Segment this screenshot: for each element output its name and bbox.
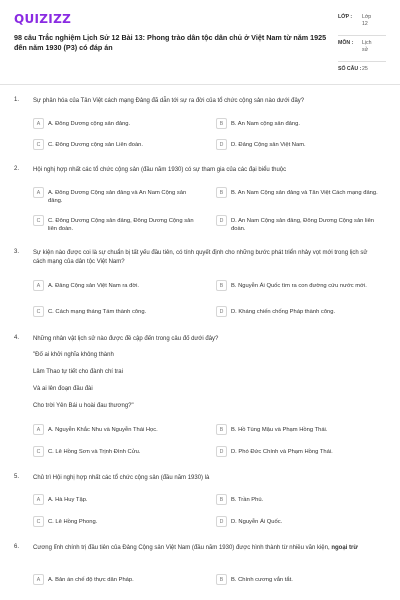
option-text: B. Trần Phú.: [231, 496, 264, 503]
poem-line-4: Cho trời Yên Bái u hoài đau thương?": [33, 403, 134, 409]
header-divider: [0, 84, 400, 85]
option-text: C. Cách mạng tháng Tám thành công.: [48, 308, 147, 315]
option-a[interactable]: [33, 280, 197, 291]
option-text: D. Kháng chiến chống Pháp thành công.: [231, 308, 336, 315]
option-b[interactable]: [216, 424, 380, 435]
option-letter: D: [216, 516, 227, 527]
option-c[interactable]: [33, 215, 197, 233]
option-b[interactable]: [216, 280, 380, 291]
option-d[interactable]: [216, 446, 380, 457]
option-letter: B: [216, 424, 227, 435]
meta-lop-value: [362, 14, 371, 29]
question-text-main: Cương lĩnh chính trị đầu tiên của Đảng Cộng sản Việt Nam (đầu năm 1930) được hình thành từ nhiều văn kiện,: [33, 545, 330, 551]
option-letter: C: [33, 516, 44, 527]
question-text: Hội nghị hợp nhất các tổ chức cộng sản (đầu năm 1930) có sự tham gia của các đại biểu thuộc: [33, 167, 287, 173]
question-number: 6.: [14, 544, 20, 550]
meta-mon-value-line-2: sử: [362, 47, 369, 54]
question-number: 1.: [14, 97, 20, 103]
option-text: C. Đông Dương Cộng sản đảng, Đông Dương Cộng sản liên đoàn.: [48, 217, 194, 232]
meta-divider: [338, 61, 386, 62]
option-d[interactable]: [216, 139, 380, 150]
option-letter: C: [33, 306, 44, 317]
option-c[interactable]: [33, 306, 197, 317]
meta-socau: [338, 66, 386, 73]
meta-lop-label: LỚP :: [338, 14, 353, 20]
option-text: B. An Nam cộng sản đảng.: [231, 120, 300, 127]
option-text: B. Nguyễn Ái Quốc tìm ra con đường cứu nước mới.: [231, 282, 367, 289]
option-letter: A: [33, 187, 44, 198]
meta-socau-label: SỐ CÂU :: [338, 66, 362, 72]
option-a[interactable]: [33, 424, 197, 435]
option-letter: B: [216, 574, 227, 585]
meta-mon-value-line-1: Lịch: [362, 40, 372, 46]
option-d[interactable]: [216, 215, 380, 233]
question-number: 2.: [14, 166, 20, 172]
option-letter: A: [33, 574, 44, 585]
option-letter: A: [33, 424, 44, 435]
option-letter: C: [33, 139, 44, 150]
option-text: D. Nguyễn Ái Quốc.: [231, 518, 283, 525]
option-b[interactable]: [216, 494, 380, 505]
question-number: 5.: [14, 474, 20, 480]
option-letter: D: [216, 139, 227, 150]
poem-line-1: "Đố ai khởi nghĩa không thành: [33, 352, 114, 358]
document-title: 98 câu Trắc nghiệm Lịch Sử 12 Bài 13: Phong trào dân tộc dân chủ ở Việt Nam từ năm 1925 đến năm 1930 (P3) có đáp án: [14, 33, 327, 52]
option-d[interactable]: [216, 516, 380, 527]
option-b[interactable]: [216, 118, 380, 129]
option-text: A. Đảng Cộng sản Việt Nam ra đời.: [48, 282, 140, 289]
question-number: 3.: [14, 249, 20, 255]
option-text: A. Đông Dương Cộng sản đảng và An Nam Cộng sản đảng.: [48, 189, 187, 204]
meta-divider: [338, 35, 386, 36]
option-letter: D: [216, 215, 227, 226]
question-number: 4.: [14, 335, 20, 341]
option-a[interactable]: [33, 494, 197, 505]
question-text: Sự kiện nào được coi là sự chuẩn bị tất yếu đầu tiên, có tính quyết định cho những bước phát triển nhảy vọt mới trong lịch sử cách mạng của dân tộc Việt Nam?: [33, 250, 368, 266]
option-a[interactable]: [33, 574, 197, 585]
option-letter: C: [33, 446, 44, 457]
option-text: D. Phó Đức Chính và Phạm Hồng Thái.: [231, 448, 333, 455]
option-d[interactable]: [216, 306, 380, 317]
option-letter: A: [33, 118, 44, 129]
meta-lop-value-line-2: 12: [362, 21, 368, 28]
option-c[interactable]: [33, 139, 197, 150]
meta-socau-value: 25: [362, 66, 368, 72]
question-text-emphasis: ngoại trừ: [331, 545, 358, 551]
meta-mon-value: [362, 40, 372, 55]
option-text: D. An Nam Cộng sản đảng, Đông Dương Cộng sản liên đoàn.: [231, 217, 375, 232]
option-letter: B: [216, 280, 227, 291]
option-c[interactable]: [33, 516, 197, 527]
option-text: B. Chính cương vắn tắt.: [231, 576, 293, 583]
poem-line-3: Và ai lên đoạn đầu đài: [33, 386, 93, 392]
option-text: A. Hà Huy Tập.: [48, 496, 88, 503]
quizizz-logo: QUIZIZZ: [14, 12, 72, 26]
meta-lop: [338, 14, 386, 29]
option-letter: B: [216, 118, 227, 129]
question-text: Chủ trì Hội nghị hợp nhất các tổ chức cộng sản (đầu năm 1930) là: [33, 475, 210, 481]
question-text: Sự phân hóa của Tân Việt cách mạng Đảng đã dẫn tới sự ra đời của tổ chức cộng sản nào dưới đây?: [33, 98, 305, 104]
meta-mon-label: MÔN :: [338, 40, 354, 46]
option-text: C. Lê Hồng Sơn và Trịnh Đình Cửu.: [48, 448, 141, 455]
option-text: A. Nguyễn Khắc Nhu và Nguyễn Thái Học.: [48, 426, 158, 433]
question-text: Những nhân vật lịch sử nào được đề cập đến trong câu đố dưới đây?: [33, 336, 219, 342]
option-c[interactable]: [33, 446, 197, 457]
option-text: A. Đông Dương cộng sản đảng.: [48, 120, 131, 127]
option-text: C. Đông Dương cộng sản Liên đoàn.: [48, 141, 144, 148]
option-letter: A: [33, 280, 44, 291]
option-text: A. Bản án chế độ thực dân Pháp.: [48, 576, 134, 583]
option-letter: D: [216, 306, 227, 317]
document-header: [14, 12, 386, 84]
option-b[interactable]: [216, 574, 380, 585]
meta-mon: [338, 40, 386, 55]
option-a[interactable]: [33, 187, 197, 205]
option-text: B. An Nam Cộng sản đảng và Tân Việt Cách mạng đảng.: [231, 189, 378, 196]
poem-line-2: Lâm Thao tự tiết cho đành chí trai: [33, 369, 123, 375]
option-text: C. Lê Hồng Phong.: [48, 518, 98, 525]
question-text: [33, 544, 378, 553]
option-letter: D: [216, 446, 227, 457]
option-letter: A: [33, 494, 44, 505]
option-text: B. Hồ Tùng Mậu và Phạm Hồng Thái.: [231, 426, 328, 433]
option-letter: B: [216, 494, 227, 505]
option-letter: C: [33, 215, 44, 226]
meta-lop-value-line-1: Lớp: [362, 14, 372, 20]
option-b[interactable]: [216, 187, 380, 198]
option-a[interactable]: [33, 118, 197, 129]
option-text: D. Đảng Cộng sản Việt Nam.: [231, 141, 306, 148]
option-letter: B: [216, 187, 227, 198]
